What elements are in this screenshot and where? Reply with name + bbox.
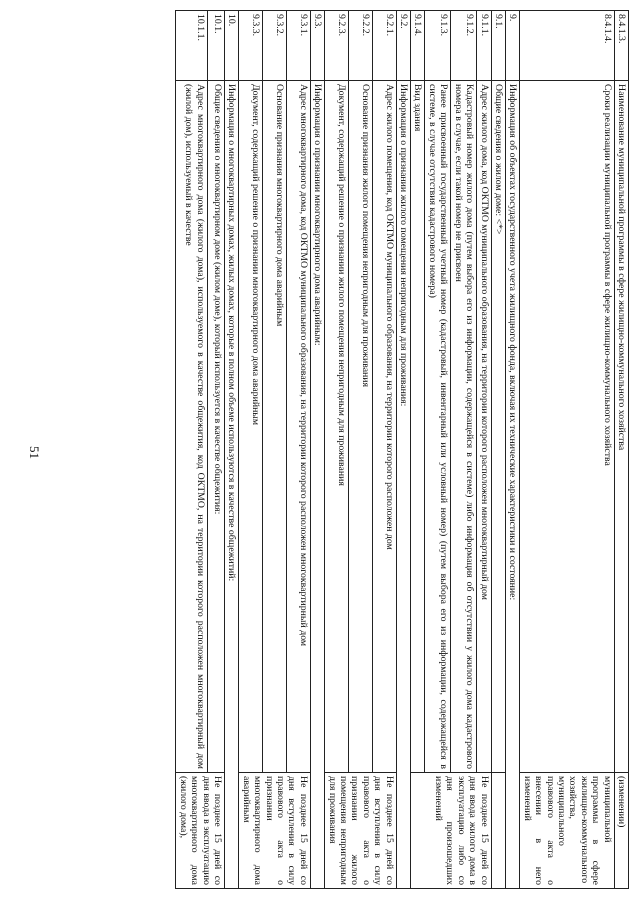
table-row xyxy=(425,11,451,889)
row-number: 9.2. xyxy=(396,11,410,81)
row-number: 9.1.4. xyxy=(411,11,425,81)
row-deadline: Не позднее 15 дней со дня вступления в силу правового акта о признании жилого помещения непригодным для проживания xyxy=(325,773,396,889)
table-row xyxy=(207,11,224,889)
table-row xyxy=(451,11,477,889)
row-description: Общие сведения о многоквартирном доме (жилом доме), который используется в качестве общежития: xyxy=(207,81,224,773)
section-heading: Информация о многоквартирных домах, жилых домах, которые в полном объеме используются в качестве общежитий: xyxy=(225,81,239,889)
row-number: 9.2.2. xyxy=(349,11,373,81)
row-deadline: (изменении) xyxy=(614,773,628,889)
table-row xyxy=(411,11,425,889)
table-row xyxy=(287,11,311,889)
table-row xyxy=(372,11,396,889)
section-heading: Информация о признании многоквартирного дома аварийным: xyxy=(310,81,324,889)
table-row xyxy=(263,11,287,889)
requirements-table xyxy=(175,10,629,889)
row-deadline: муниципальной программы в сфере жилищно-коммунального хозяйства, муниципального правового акта о внесении в него изменений xyxy=(520,773,614,889)
row-number: 9.3. xyxy=(310,11,324,81)
table-row xyxy=(477,11,491,889)
section-heading: Информация об объектах государственного учета жилищного фонда, включая их технические характеристики и состояние: xyxy=(505,81,519,889)
row-number: 9.3.1. xyxy=(287,11,311,81)
row-description: Основание признания жилого помещения непригодным для проживания xyxy=(349,81,373,773)
row-number: 9.1.2. xyxy=(451,11,477,81)
row-number: 9.2.3. xyxy=(325,11,349,81)
table-row xyxy=(614,11,628,889)
row-number: 9.1. xyxy=(491,11,505,81)
table-row xyxy=(396,11,410,889)
row-description: Кадастровый номер жилого дома (путем выбора его из информации, содержащейся в системе) либо информация об отсутствии у жилого дома кадастрового номера в случае, если такой номер не присвоен xyxy=(451,81,477,773)
row-description: Адрес многоквартирного дома, код ОКТМО муниципального образования, на территории которого расположен многоквартирный дом xyxy=(287,81,311,773)
row-description: Наименование муниципальной программы в сфере жилищно-коммунального хозяйства xyxy=(614,81,628,773)
row-description: Адрес жилого дома, код ОКТМО муниципального образования, на территории которого расположен многоквартирный дом xyxy=(477,81,491,773)
row-number: 9.2.1. xyxy=(372,11,396,81)
row-description: Адрес жилого помещения, код ОКТМО муниципального образования, на территории которого расположен дом xyxy=(372,81,396,773)
row-number: 9.3.2. xyxy=(263,11,287,81)
row-number: 10.1.1. xyxy=(176,11,207,81)
row-number: 10.1. xyxy=(207,11,224,81)
table-row xyxy=(239,11,263,889)
row-description: Основание признания многоквартирного дома аварийным xyxy=(263,81,287,773)
row-deadline: Не позднее 15 дней со дня ввода в эксплуатацию многоквартирного дома (жилого дома), xyxy=(176,773,225,889)
table-row xyxy=(520,11,614,889)
row-deadline xyxy=(491,773,505,889)
document-table-container xyxy=(175,10,629,888)
row-description: Сроки реализации муниципальной программы в сфере жилищно-коммунального хозяйства xyxy=(520,81,614,773)
row-number: 9.1.1. xyxy=(477,11,491,81)
row-number: 8.4.1.4. xyxy=(520,11,614,81)
table-row xyxy=(176,11,207,889)
row-description: Ранее присвоенный государственный учетный номер (кадастровый, инвентарный или условный номер) (путем выбора его из информации, содержащейся в системе, в случае отсутствия кадастрового номера) xyxy=(425,81,451,773)
table-row xyxy=(225,11,239,889)
page-number: 51 xyxy=(27,446,42,459)
table-row xyxy=(349,11,373,889)
row-number: 8.4.1.3. xyxy=(614,11,628,81)
row-number: 9.1.3. xyxy=(425,11,451,81)
row-number: 9.3.3. xyxy=(239,11,263,81)
row-deadline: Не позднее 15 дней со дня ввода жилого дома в эксплуатацию либо со дня произошедших изменений xyxy=(411,773,491,889)
table-row xyxy=(310,11,324,889)
row-deadline: Не позднее 15 дней со дня вступления в силу правового акта о признании многоквартирного дома аварийным xyxy=(239,773,310,889)
row-number: 10. xyxy=(225,11,239,81)
table-row xyxy=(505,11,519,889)
table-row xyxy=(491,11,505,889)
section-heading: Информация о признании жилого помещения непригодным для проживания: xyxy=(396,81,410,889)
row-description: Вид здания xyxy=(411,81,425,773)
row-description: Адрес многоквартирного дома (жилого дома), используемого в качестве общежития, код ОКТМО, на территории которого расположен многоквартирный дом (жилой дом), используемый в качестве xyxy=(176,81,207,773)
table-row xyxy=(325,11,349,889)
row-description: Документ, содержащий решение о признании многоквартирного дома аварийным xyxy=(239,81,263,773)
row-description: Общие сведения о жилом доме: <*> xyxy=(491,81,505,773)
row-number: 9. xyxy=(505,11,519,81)
row-description: Документ, содержащий решение о признании жилого помещения непригодным для проживания xyxy=(325,81,349,773)
